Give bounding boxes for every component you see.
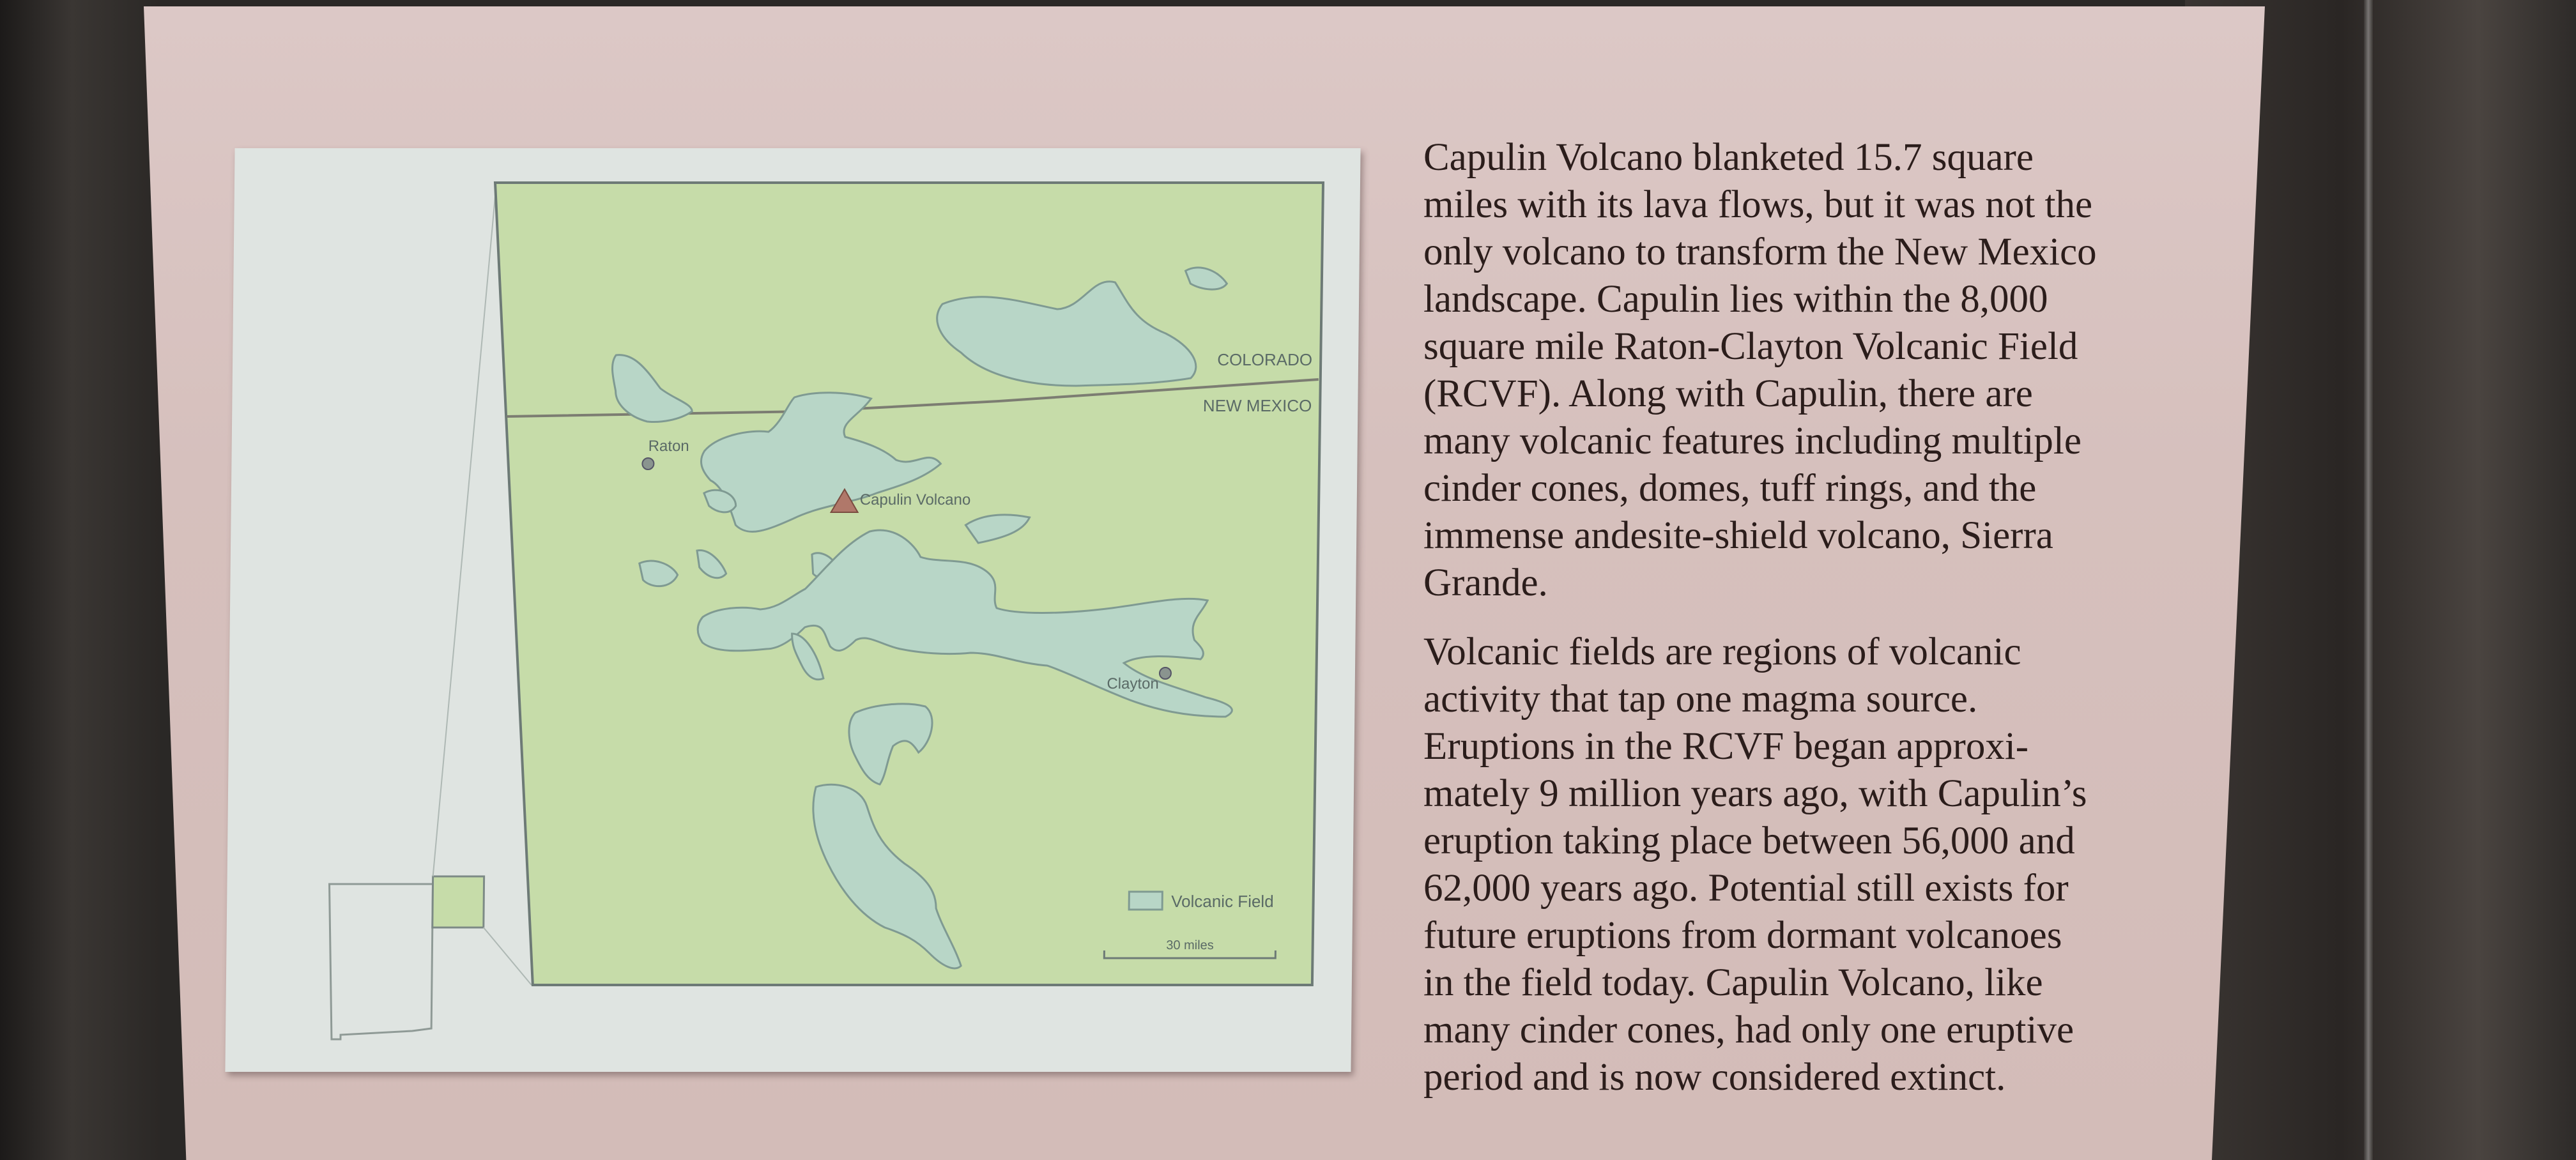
label-raton: Raton <box>648 438 689 455</box>
volcanic-field-map <box>225 148 1360 1072</box>
raton-marker <box>642 458 654 469</box>
display-case-frame-left <box>0 0 160 1160</box>
label-capulin-volcano: Capulin Volcano <box>859 491 971 508</box>
label-clayton: Clayton <box>1107 675 1159 692</box>
inset-connector-top <box>433 183 496 876</box>
glass-edge-reflection <box>2364 0 2373 1160</box>
legend-swatch <box>1129 892 1162 910</box>
new-mexico-inset-outline <box>328 884 433 1039</box>
legend-label: Volcanic Field <box>1171 892 1274 911</box>
scale-label: 30 miles <box>1166 938 1214 952</box>
inset-connector-bottom <box>483 927 532 985</box>
inset-highlight-box <box>433 876 484 927</box>
label-new-mexico: NEW MEXICO <box>1202 396 1312 415</box>
panel-text <box>1423 134 2190 1123</box>
paragraph-volcanic-fields: Volcanic fields are regions of volcanic activity that tap one magma source. Eruptions in the RCVF began approxi- mately 9 million years ago, with Capulin’s eruption taking place between 56,000 and 62,000 years ago. Potential still exists for future eruptions from dormant volcanoes in the field today. Capulin Volcano, like many cinder cones, had only one eruptive period and is now considered extinct. <box>1423 630 2087 1099</box>
paragraph-capulin-lava-flows: Capulin Volcano blanketed 15.7 square miles with its lava flows, but it was not the only volcano to transform the New Mexico landscape. Capulin lies within the 8,000 square mile Raton-Clayton Volcanic Field (RCVF). Along with Capulin, there are many volcanic features including multiple cinder cones, domes, tuff rings, and the immense andesite-shield volcano, Sierra Grande. <box>1423 136 2097 604</box>
map-card <box>225 148 1360 1072</box>
label-colorado: COLORADO <box>1217 350 1313 369</box>
clayton-marker <box>1160 668 1171 679</box>
